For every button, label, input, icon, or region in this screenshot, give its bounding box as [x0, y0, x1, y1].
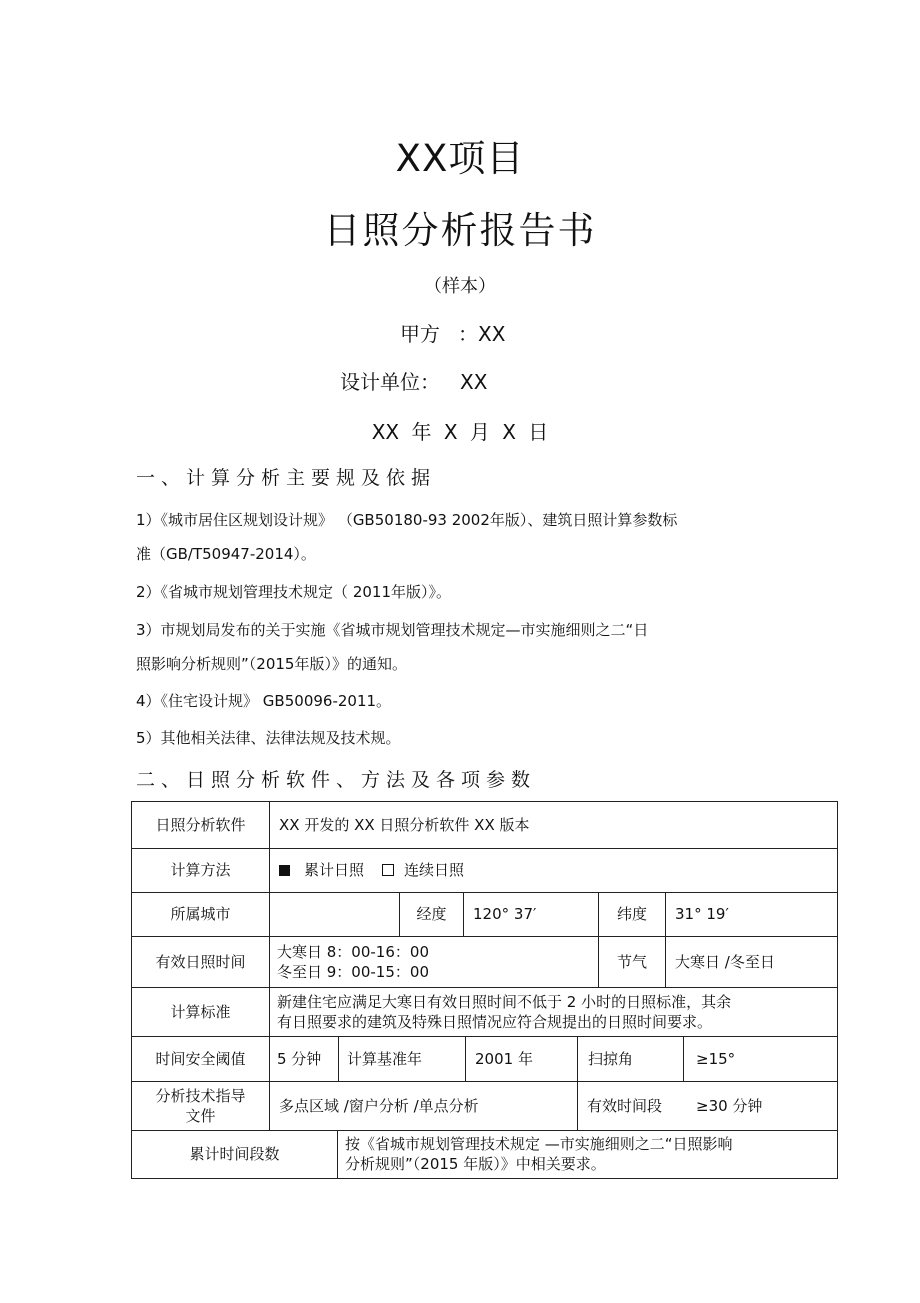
project-title: XX项目: [395, 137, 525, 180]
checked-box-icon: [279, 865, 290, 876]
cumulative-line-2: 分析规则”（2015 年版）》中相关要求。: [345, 1155, 606, 1173]
method-label: 计算方法: [170, 861, 231, 879]
method-checked-label: 累计日照: [304, 861, 365, 879]
basis-item-4: 4）《住宅设计规》 GB50096-2011。: [136, 692, 392, 710]
party-a-label: 甲方: [400, 322, 440, 346]
threshold-label: 时间安全阈值: [155, 1049, 246, 1068]
guide-label: [132, 1081, 269, 1130]
period-label: 有效时间段: [587, 1096, 663, 1115]
city-value: [270, 892, 399, 936]
cumulative-line-1: 按《省城市规划管理技术规定 —市实施细则之二“日照影响: [345, 1135, 733, 1153]
solar-term-label: 节气: [616, 952, 647, 971]
software-label: 日照分析软件: [155, 816, 246, 834]
city-label: 所属城市: [170, 905, 231, 923]
unchecked-box-icon: [382, 864, 394, 876]
section-2-heading: 二、日照分析软件、方法及各项参数: [136, 769, 537, 791]
method-unchecked-label: 连续日照: [404, 861, 465, 879]
latitude-value: 31° 19′: [675, 905, 729, 923]
report-date: XX 年 X 月 X 日: [371, 420, 549, 444]
basis-item-2: 2）《省城市规划管理技术规定（ 2011年版）》。: [136, 583, 451, 601]
longitude-label: 经度: [416, 905, 447, 923]
base-year-label: 计算基准年: [347, 1049, 423, 1068]
design-unit-line: [340, 366, 487, 395]
software-value: XX 开发的 XX 日照分析软件 XX 版本: [279, 816, 530, 834]
solar-term-value: 大寒日 /冬至日: [675, 952, 775, 971]
guide-value: 多点区域 /窗户分析 /单点分析: [279, 1096, 479, 1115]
cumulative-label: 累计时间段数: [189, 1145, 280, 1163]
guide-label-line-1: 分析技术指导: [155, 1086, 246, 1105]
basis-item-1-cont: 准（GB/T50947-2014）。: [136, 545, 316, 563]
party-a-value: ：XX: [458, 322, 506, 346]
longitude-value: 120° 37′: [473, 905, 537, 923]
base-year-value: 2001 年: [475, 1049, 533, 1068]
threshold-value: 5 分钟: [277, 1049, 322, 1068]
sweep-angle-label: 扫掠角: [588, 1049, 634, 1068]
period-value: ≥30 分钟: [696, 1096, 763, 1115]
method-options: [270, 848, 837, 892]
effective-time-line-2: 冬至日 9：00-15：00: [277, 962, 429, 981]
effective-time-value: [270, 936, 598, 987]
effective-time-label: 有效日照时间: [155, 952, 246, 971]
parameters-table: [131, 801, 838, 1179]
latitude-label: 纬度: [616, 905, 647, 923]
standard-line-1: 新建住宅应满足大寒日有效日照时间不低于 2 小时的日照标准，其余: [277, 992, 732, 1011]
section-1-heading: 一、计算分析主要规及依据: [136, 467, 437, 489]
basis-item-1: 1）《城市居住区规划设计规》 （GB50180-93 2002年版）、建筑日照计算参数标: [136, 511, 678, 529]
report-title: 日照分析报告书: [323, 209, 597, 252]
guide-label-line-2: 文件: [185, 1106, 216, 1125]
cumulative-value: [338, 1130, 837, 1178]
standard-value: [270, 987, 837, 1036]
basis-item-5: 5）其他相关法律、法律法规及技术规。: [136, 729, 401, 747]
design-unit-label: 设计单位：: [340, 370, 440, 394]
standard-label: 计算标准: [170, 1002, 231, 1021]
basis-item-3: 3）市规划局发布的关于实施《省城市规划管理技术规定—市实施细则之二“日: [136, 621, 649, 639]
sample-label: （样本）: [424, 276, 496, 297]
design-unit-value: XX: [460, 370, 488, 394]
standard-line-2: 有日照要求的建筑及特殊日照情况应符合规提出的日照时间要求。: [277, 1012, 713, 1031]
party-a-line: [400, 318, 505, 347]
effective-time-line-1: 大寒日 8：00-16：00: [277, 942, 429, 961]
basis-item-3-cont: 照影响分析规则”（2015年版）》的通知。: [136, 655, 407, 673]
sweep-angle-value: ≥15°: [696, 1049, 736, 1068]
